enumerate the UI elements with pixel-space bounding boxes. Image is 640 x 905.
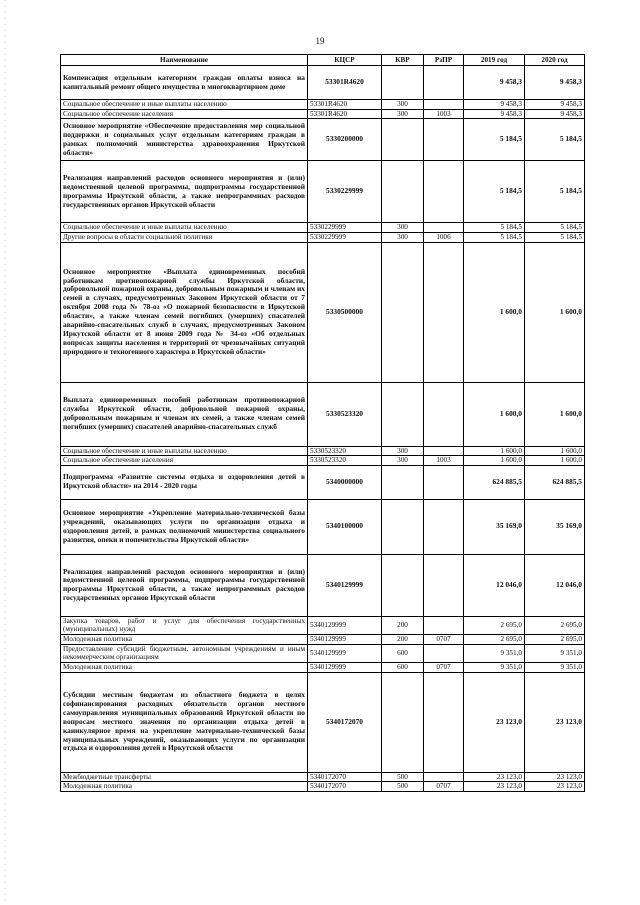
cell-y2019: 5 184,5 xyxy=(464,161,525,223)
table-row xyxy=(61,772,585,782)
cell-name: Другие вопросы в области социальной политики xyxy=(61,232,308,242)
cell-kcsr: 5330523320 xyxy=(308,456,382,466)
cell-name: Основное мероприятие «Обеспечение предоставления мер социальной поддержки и социальных услуг отдельным категориям граждан в рамках полномочий министерства здравоохранения Иркутской области» xyxy=(61,119,308,161)
cell-rzpr xyxy=(424,672,464,772)
cell-rzpr xyxy=(424,465,464,499)
cell-y2019: 1 600,0 xyxy=(464,456,525,466)
cell-rzpr: 1003 xyxy=(424,109,464,119)
cell-kcsr: 53301R4620 xyxy=(308,100,382,110)
header-2020: 2020 год xyxy=(525,55,585,66)
cell-y2020: 624 885,5 xyxy=(525,465,585,499)
table-row xyxy=(61,465,585,499)
header-2019: 2019 год xyxy=(464,55,525,66)
cell-y2019: 35 169,0 xyxy=(464,499,525,554)
cell-kvr: 600 xyxy=(382,663,424,673)
cell-rzpr xyxy=(424,100,464,110)
cell-y2020: 1 600,0 xyxy=(525,382,585,446)
header-rzpr: РзПР xyxy=(424,55,464,66)
cell-name: Социальное обеспечение и иные выплаты населению xyxy=(61,223,308,233)
cell-y2020: 9 351,0 xyxy=(525,644,585,662)
table-row xyxy=(61,66,585,100)
table-row xyxy=(61,663,585,673)
cell-kcsr: 5330229999 xyxy=(308,232,382,242)
table-row xyxy=(61,109,585,119)
cell-y2020: 23 123,0 xyxy=(525,672,585,772)
cell-rzpr: 0707 xyxy=(424,782,464,792)
cell-y2020: 5 184,5 xyxy=(525,119,585,161)
cell-kcsr: 5340100000 xyxy=(308,499,382,554)
cell-name: Молодежная политика xyxy=(61,782,308,792)
cell-kvr xyxy=(382,672,424,772)
table-body xyxy=(61,66,585,792)
header-kvr: КВР xyxy=(382,55,424,66)
cell-kcsr: 5330523320 xyxy=(308,446,382,456)
cell-rzpr xyxy=(424,772,464,782)
cell-y2019: 23 123,0 xyxy=(464,772,525,782)
cell-kvr: 600 xyxy=(382,644,424,662)
table-header xyxy=(61,55,585,66)
table-row xyxy=(61,100,585,110)
cell-kvr: 300 xyxy=(382,100,424,110)
cell-rzpr: 1006 xyxy=(424,232,464,242)
cell-kcsr: 5340129999 xyxy=(308,635,382,645)
table-row xyxy=(61,635,585,645)
cell-rzpr xyxy=(424,242,464,382)
cell-rzpr xyxy=(424,223,464,233)
cell-kcsr: 5340129999 xyxy=(308,663,382,673)
scan-edge-marks xyxy=(4,0,6,905)
cell-kvr: 300 xyxy=(382,446,424,456)
cell-kcsr: 5340129999 xyxy=(308,554,382,616)
table-row xyxy=(61,382,585,446)
cell-name: Основное мероприятие «Выплата единовременных пособий работникам противопожарной службы Иркутской области, добровольной пожарной охраны, добровольным пожарным и членам их семей в случаях, предусмотренных Законом Иркутской области от 7 октября 2008 года № 78-оз «О пожарной безопасности в Иркутской области», а также членам семей погибших (умерших) спасателей аварийно-спасательных служб в случаях, предусмотренных Законом Иркутской области от 8 июня 2009 года № 34-оз «Об отдельных вопросах защиты населения и территорий от чрезвычайных ситуаций природного и техногенного характера в Иркутской области» xyxy=(61,242,308,382)
cell-kcsr: 5330200000 xyxy=(308,119,382,161)
cell-name: Основное мероприятие «Укрепление материально-технической базы учреждений, оказывающих услуги по организации отдыха и оздоровления детей, в рамках полномочий министерства социального развития, опеки и попечительства Иркутской области» xyxy=(61,499,308,554)
cell-kcsr: 5330229999 xyxy=(308,161,382,223)
cell-kcsr: 5330500000 xyxy=(308,242,382,382)
cell-kvr xyxy=(382,119,424,161)
cell-rzpr xyxy=(424,616,464,634)
cell-rzpr: 1003 xyxy=(424,456,464,466)
cell-rzpr: 0707 xyxy=(424,635,464,645)
cell-name: Выплата единовременных пособий работникам противопожарной службы Иркутской области, добровольной пожарной охраны, добровольным пожарным и членам их семей, а также членам семей погибших (умерших) спасателей аварийно-спасательных служб xyxy=(61,382,308,446)
cell-y2020: 9 458,3 xyxy=(525,66,585,100)
cell-y2020: 1 600,0 xyxy=(525,242,585,382)
table-row xyxy=(61,644,585,662)
page-number: 19 xyxy=(315,36,325,46)
cell-y2020: 2 695,0 xyxy=(525,635,585,645)
cell-kvr xyxy=(382,242,424,382)
cell-name: Социальное обеспечение и иные выплаты населению xyxy=(61,100,308,110)
table-row xyxy=(61,242,585,382)
cell-y2020: 5 184,5 xyxy=(525,161,585,223)
cell-name: Реализация направлений расходов основного мероприятия и (или) ведомственной целевой программы, подпрограммы государственной программы Иркутской области, а также непрограммных расходов государственных органов Иркутской области xyxy=(61,161,308,223)
cell-y2019: 1 600,0 xyxy=(464,242,525,382)
cell-name: Социальное обеспечение и иные выплаты населению xyxy=(61,446,308,456)
table-row xyxy=(61,119,585,161)
cell-y2020: 23 123,0 xyxy=(525,782,585,792)
cell-kvr: 500 xyxy=(382,782,424,792)
table-row xyxy=(61,223,585,233)
cell-kcsr: 5330523320 xyxy=(308,382,382,446)
header-kcsr: КЦСР xyxy=(308,55,382,66)
cell-y2020: 12 046,0 xyxy=(525,554,585,616)
cell-y2019: 9 458,3 xyxy=(464,66,525,100)
cell-y2019: 9 458,3 xyxy=(464,100,525,110)
cell-y2020: 1 600,0 xyxy=(525,456,585,466)
cell-y2020: 9 458,3 xyxy=(525,100,585,110)
table-row xyxy=(61,672,585,772)
cell-kcsr: 5330229999 xyxy=(308,223,382,233)
cell-rzpr: 0707 xyxy=(424,663,464,673)
cell-y2020: 2 695,0 xyxy=(525,616,585,634)
cell-y2019: 1 600,0 xyxy=(464,382,525,446)
cell-kvr: 300 xyxy=(382,232,424,242)
header-name: Наименование xyxy=(61,55,308,66)
cell-y2019: 2 695,0 xyxy=(464,616,525,634)
cell-name: Молодежная политика xyxy=(61,635,308,645)
cell-kcsr: 5340172070 xyxy=(308,772,382,782)
cell-y2019: 9 351,0 xyxy=(464,644,525,662)
cell-y2019: 2 695,0 xyxy=(464,635,525,645)
cell-rzpr xyxy=(424,499,464,554)
cell-name: Молодежная политика xyxy=(61,663,308,673)
cell-y2019: 23 123,0 xyxy=(464,672,525,772)
cell-y2019: 12 046,0 xyxy=(464,554,525,616)
cell-kvr: 500 xyxy=(382,772,424,782)
table-row xyxy=(61,499,585,554)
cell-kvr: 200 xyxy=(382,616,424,634)
cell-name: Социальное обеспечение населения xyxy=(61,109,308,119)
cell-rzpr xyxy=(424,644,464,662)
cell-y2020: 35 169,0 xyxy=(525,499,585,554)
cell-y2019: 5 184,5 xyxy=(464,119,525,161)
cell-name: Компенсация отдельным категориям граждан оплаты взноса на капитальный ремонт общего имущества в многоквартирном доме xyxy=(61,66,308,100)
cell-kvr: 300 xyxy=(382,109,424,119)
table-row xyxy=(61,456,585,466)
cell-name: Субсидии местным бюджетам из областного бюджета в целях софинансирования расходных обязательств органов местного самоуправления муниципальных образований Иркутской области по вопросам местного значения по организации отдыха детей в каникулярное время на укрепление материально-технической базы муниципальных учреждений, оказывающих услуги по организации отдыха и оздоровления детей в Иркутской области xyxy=(61,672,308,772)
cell-kvr: 300 xyxy=(382,456,424,466)
cell-y2020: 1 600,0 xyxy=(525,446,585,456)
cell-kvr xyxy=(382,554,424,616)
cell-kvr xyxy=(382,499,424,554)
cell-kcsr: 5340129999 xyxy=(308,644,382,662)
cell-kcsr: 5340172070 xyxy=(308,672,382,772)
cell-rzpr xyxy=(424,446,464,456)
cell-y2020: 9 458,3 xyxy=(525,109,585,119)
header-row xyxy=(61,55,585,66)
cell-y2019: 23 123,0 xyxy=(464,782,525,792)
table-row xyxy=(61,616,585,634)
table-row xyxy=(61,232,585,242)
table-row xyxy=(61,782,585,792)
cell-y2020: 9 351,0 xyxy=(525,663,585,673)
cell-kvr xyxy=(382,161,424,223)
cell-y2019: 1 600,0 xyxy=(464,446,525,456)
cell-y2020: 5 184,5 xyxy=(525,223,585,233)
cell-kvr xyxy=(382,66,424,100)
cell-y2019: 5 184,5 xyxy=(464,232,525,242)
cell-name: Социальное обеспечение населения xyxy=(61,456,308,466)
cell-rzpr xyxy=(424,119,464,161)
table-row xyxy=(61,161,585,223)
cell-kvr xyxy=(382,465,424,499)
cell-y2019: 624 885,5 xyxy=(464,465,525,499)
cell-kvr xyxy=(382,382,424,446)
cell-rzpr xyxy=(424,382,464,446)
cell-kcsr: 5340129999 xyxy=(308,616,382,634)
cell-y2019: 9 458,3 xyxy=(464,109,525,119)
cell-y2020: 23 123,0 xyxy=(525,772,585,782)
cell-kcsr: 5340000000 xyxy=(308,465,382,499)
cell-name: Межбюджетные трансферты xyxy=(61,772,308,782)
table-row xyxy=(61,446,585,456)
cell-rzpr xyxy=(424,554,464,616)
cell-kvr: 300 xyxy=(382,223,424,233)
cell-kvr: 200 xyxy=(382,635,424,645)
cell-y2019: 5 184,5 xyxy=(464,223,525,233)
cell-name: Закупка товаров, работ и услуг для обеспечения государственных (муниципальных) нужд xyxy=(61,616,308,634)
cell-y2020: 5 184,5 xyxy=(525,232,585,242)
cell-rzpr xyxy=(424,161,464,223)
cell-kcsr: 53301R4620 xyxy=(308,109,382,119)
budget-table xyxy=(60,54,585,792)
cell-kcsr: 5340172070 xyxy=(308,782,382,792)
cell-name: Подпрограмма «Развитие системы отдыха и оздоровления детей в Иркутской области» на 2014 - 2020 годы xyxy=(61,465,308,499)
cell-name: Предоставление субсидий бюджетным, автономным учреждениям и иным некоммерческим организациям xyxy=(61,644,308,662)
cell-rzpr xyxy=(424,66,464,100)
cell-y2019: 9 351,0 xyxy=(464,663,525,673)
cell-kcsr: 53301R4620 xyxy=(308,66,382,100)
cell-name: Реализация направлений расходов основного мероприятия и (или) ведомственной целевой программы, подпрограммы государственной программы Иркутской области, а также непрограммных расходов государственных органов Иркутской области xyxy=(61,554,308,616)
table-row xyxy=(61,554,585,616)
